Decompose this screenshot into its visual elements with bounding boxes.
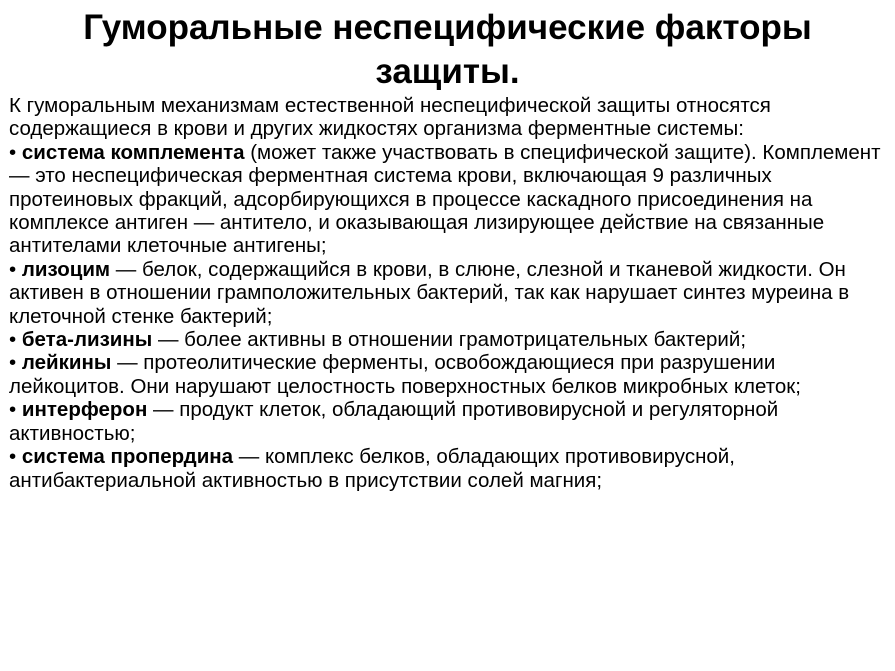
- description-properdin: — комплекс белков, обладающих противовирусной, антибактериальной активностью в присутствии солей магния;: [9, 445, 735, 492]
- bullet-marker: •: [9, 140, 17, 164]
- slide-body: [9, 94, 891, 492]
- term-beta-lysins: бета-лизины: [21, 328, 153, 352]
- slide-title: Гуморальные неспецифические факторы защиты.: [83, 8, 812, 91]
- list-item-leukins: [9, 351, 891, 398]
- term-interferon: интерферон: [21, 398, 148, 422]
- bullet-marker: •: [9, 328, 17, 352]
- list-item-complement: [9, 141, 891, 258]
- term-lysozyme: лизоцим: [21, 257, 111, 281]
- list-item-properdin: [9, 445, 891, 492]
- term-complement: система комплемента: [21, 140, 245, 164]
- list-item-lysozyme: [9, 258, 891, 328]
- description-lysozyme: — белок, содержащийся в крови, в слюне, слезной и тканевой жидкости. Он активен в отношении грамположительных бактерий, так как нарушает синтез муреина в клеточной стенке бактерий;: [9, 257, 850, 328]
- description-leukins: — протеолитические ферменты, освобождающиеся при разрушении лейкоцитов. Они нарушают целостность поверхностных белков микробных клеток;: [9, 351, 801, 398]
- term-properdin: система пропердина: [21, 445, 234, 469]
- bullet-marker: •: [9, 351, 17, 375]
- intro-paragraph: К гуморальным механизмам естественной неспецифической защиты относятся содержащиеся в крови и других жидкостях организма ферментные системы:: [9, 94, 771, 141]
- description-beta-lysins: — более активны в отношении грамотрицательных бактерий;: [152, 328, 747, 352]
- description-interferon: — продукт клеток, обладающий противовирусной и регуляторной активностью;: [9, 398, 779, 445]
- bullet-marker: •: [9, 445, 17, 469]
- term-leukins: лейкины: [21, 351, 112, 375]
- bullet-marker: •: [9, 398, 17, 422]
- list-item-interferon: [9, 398, 891, 445]
- bullet-marker: •: [9, 257, 17, 281]
- description-complement: (может также участвовать в специфической защите). Комплемент — это неспецифическая ферментная система крови, включающая 9 различных протеиновых фракций, адсорбирующихся в процессе каскадного присоединения на комплексе антиген — антитело, и оказывающая лизирующее действие на связанные антителами клеточные антигены;: [9, 140, 881, 258]
- list-item-beta-lysins: [9, 328, 891, 351]
